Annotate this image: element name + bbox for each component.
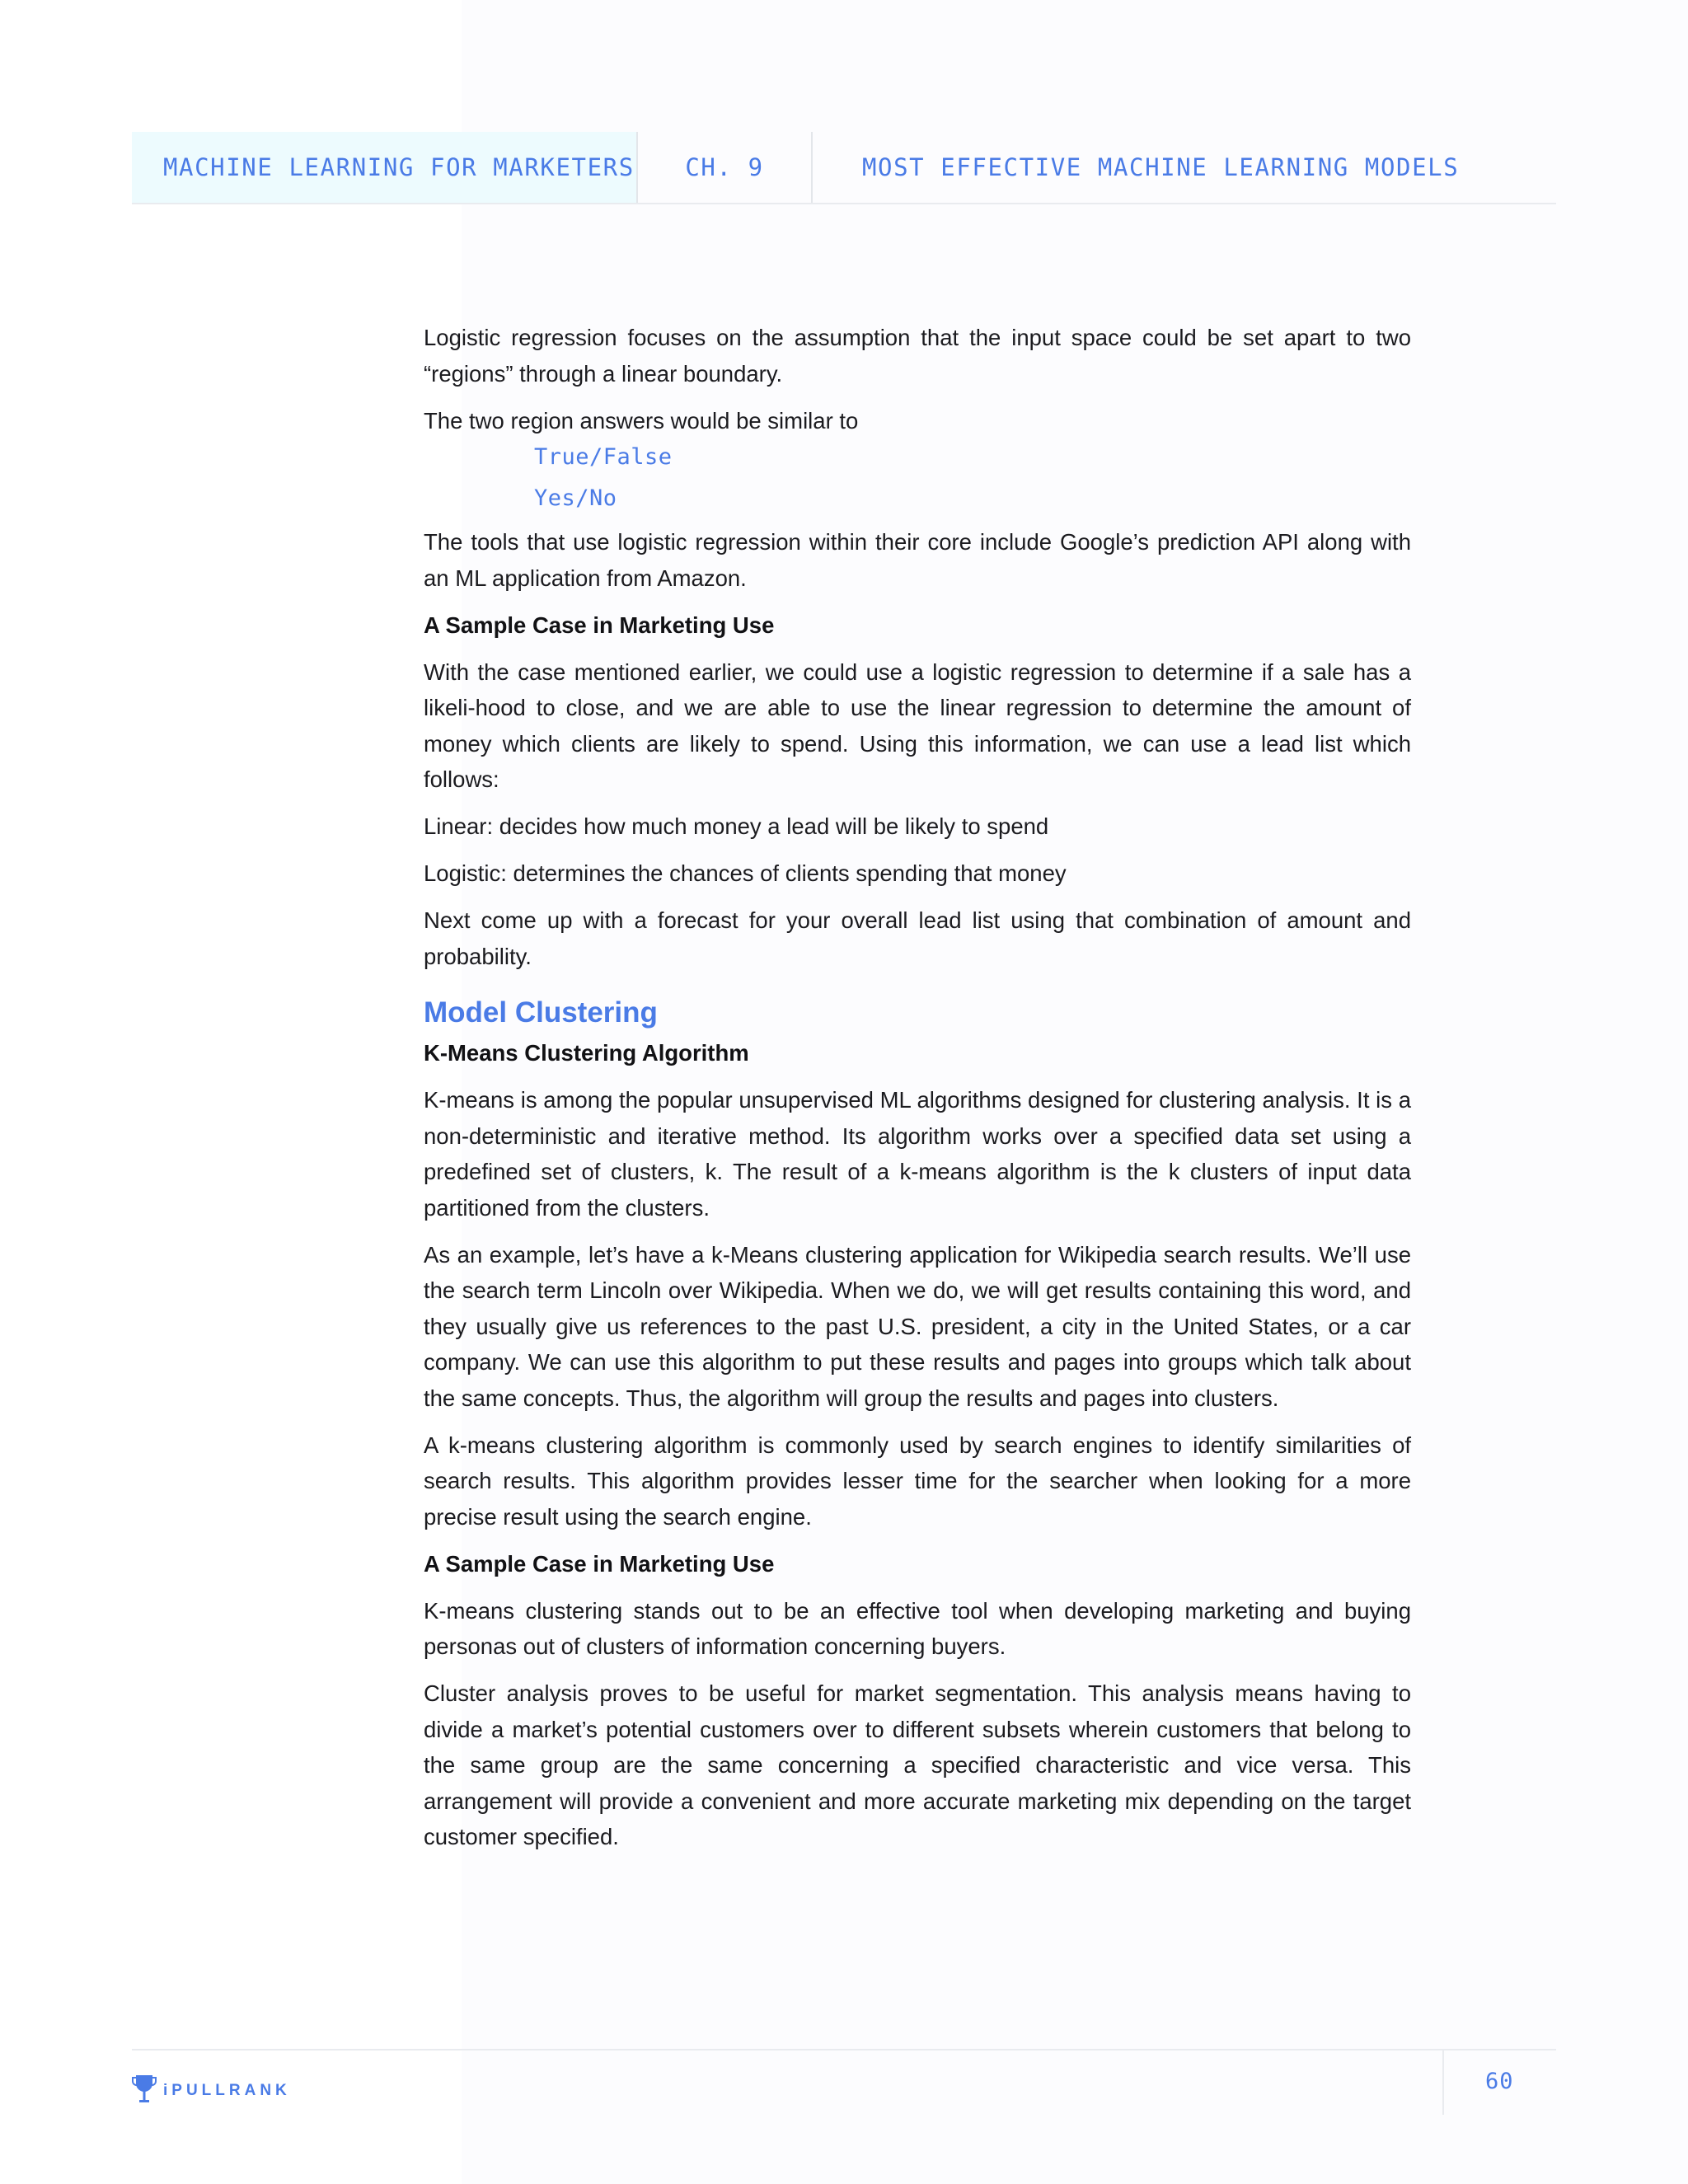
code-example-true-false: True/False [534,444,673,470]
header-chapter-title: MOST EFFECTIVE MACHINE LEARNING MODELS [862,153,1460,181]
footer-divider [1442,2050,1444,2115]
page-footer [132,2049,1556,2116]
paragraph-logistic-intro: Logistic regression focuses on the assumption that the input space could be set apart to two “regions” through a linear boundary. [424,325,1411,387]
paragraph-two-regions: The two region answers would be similar to [424,407,859,434]
running-header [132,132,1556,204]
paragraph-kmeans-intro: K-means is among the popular unsupervised ML algorithms designed for clustering analysis. It is a non-deterministic and iterative method. Its algorithm works over a specified data set using a predefined set of clusters, k. The result of a k-means algorithm is the k clusters of input data partitioned from the clusters. [424,1087,1411,1221]
paragraph-kmeans-search-engines: A k-means clustering algorithm is commonly used by search engines to identify similarities of search results. This algorithm provides lesser time for the searcher when looking for a more precise result using the search engine. [424,1432,1411,1530]
header-book-title: MACHINE LEARNING FOR MARKETERS [132,132,638,203]
paragraph-logistic-definition: Logistic: determines the chances of clients spending that money [424,860,1067,886]
subheading-kmeans-algorithm: K-Means Clustering Algorithm [424,1040,749,1066]
header-chapter-number: CH. 9 [638,132,813,203]
paragraph-linear-definition: Linear: decides how much money a lead will be likely to spend [424,813,1049,839]
paragraph-cluster-segmentation: Cluster analysis proves to be useful for market segmentation. This analysis means having to divide a market’s potential customers over to different subsets wherein customers that belong to the same group are the same concerning a specified characteristic and vice versa. This arrangement will provide a convenient and more accurate marketing mix depending on the target customer specified. [424,1680,1411,1849]
subheading-sample-case-kmeans: A Sample Case in Marketing Use [424,1550,775,1577]
paragraph-logistic-tools: The tools that use logistic regression within their core include Google’s prediction API along with an ML application from Amazon. [424,529,1411,591]
paragraph-forecast: Next come up with a forecast for your overall lead list using that combination of amount and probability. [424,907,1411,969]
paragraph-kmeans-wikipedia-example: As an example, let’s have a k-Means clustering application for Wikipedia search results. We’ll use the search term Lincoln over Wikipedia. When we do, we will get results containing this word, and they usually give us references to the past U.S. president, a city in the United States, or a car company. We can use this algorithm to put these results and pages into groups which talk about the same concepts. Thus, the algorithm will group the results and pages into clusters. [424,1241,1411,1411]
ipullrank-logo [132,2074,291,2108]
subheading-sample-case-logistic: A Sample Case in Marketing Use [424,612,775,638]
paragraph-sample-case-logistic: With the case mentioned earlier, we could use a logistic regression to determine if a sale has a likeli-hood to close, and we are able to use the linear regression to determine the amount of money which clients are likely to spend. Using this information, we can use a lead list which follows: [424,658,1411,792]
code-example-yes-no: Yes/No [534,485,617,511]
section-title-model-clustering: Model Clustering [424,996,658,1029]
logo-wordmark: iPULLRANK [163,2082,291,2099]
trophy-icon [132,2074,157,2108]
page-number: 60 [1485,2069,1514,2094]
page-body [424,320,1411,1866]
paragraph-kmeans-personas: K-means clustering stands out to be an effective tool when developing marketing and buying personas out of clusters of information concerning buyers. [424,1597,1411,1659]
